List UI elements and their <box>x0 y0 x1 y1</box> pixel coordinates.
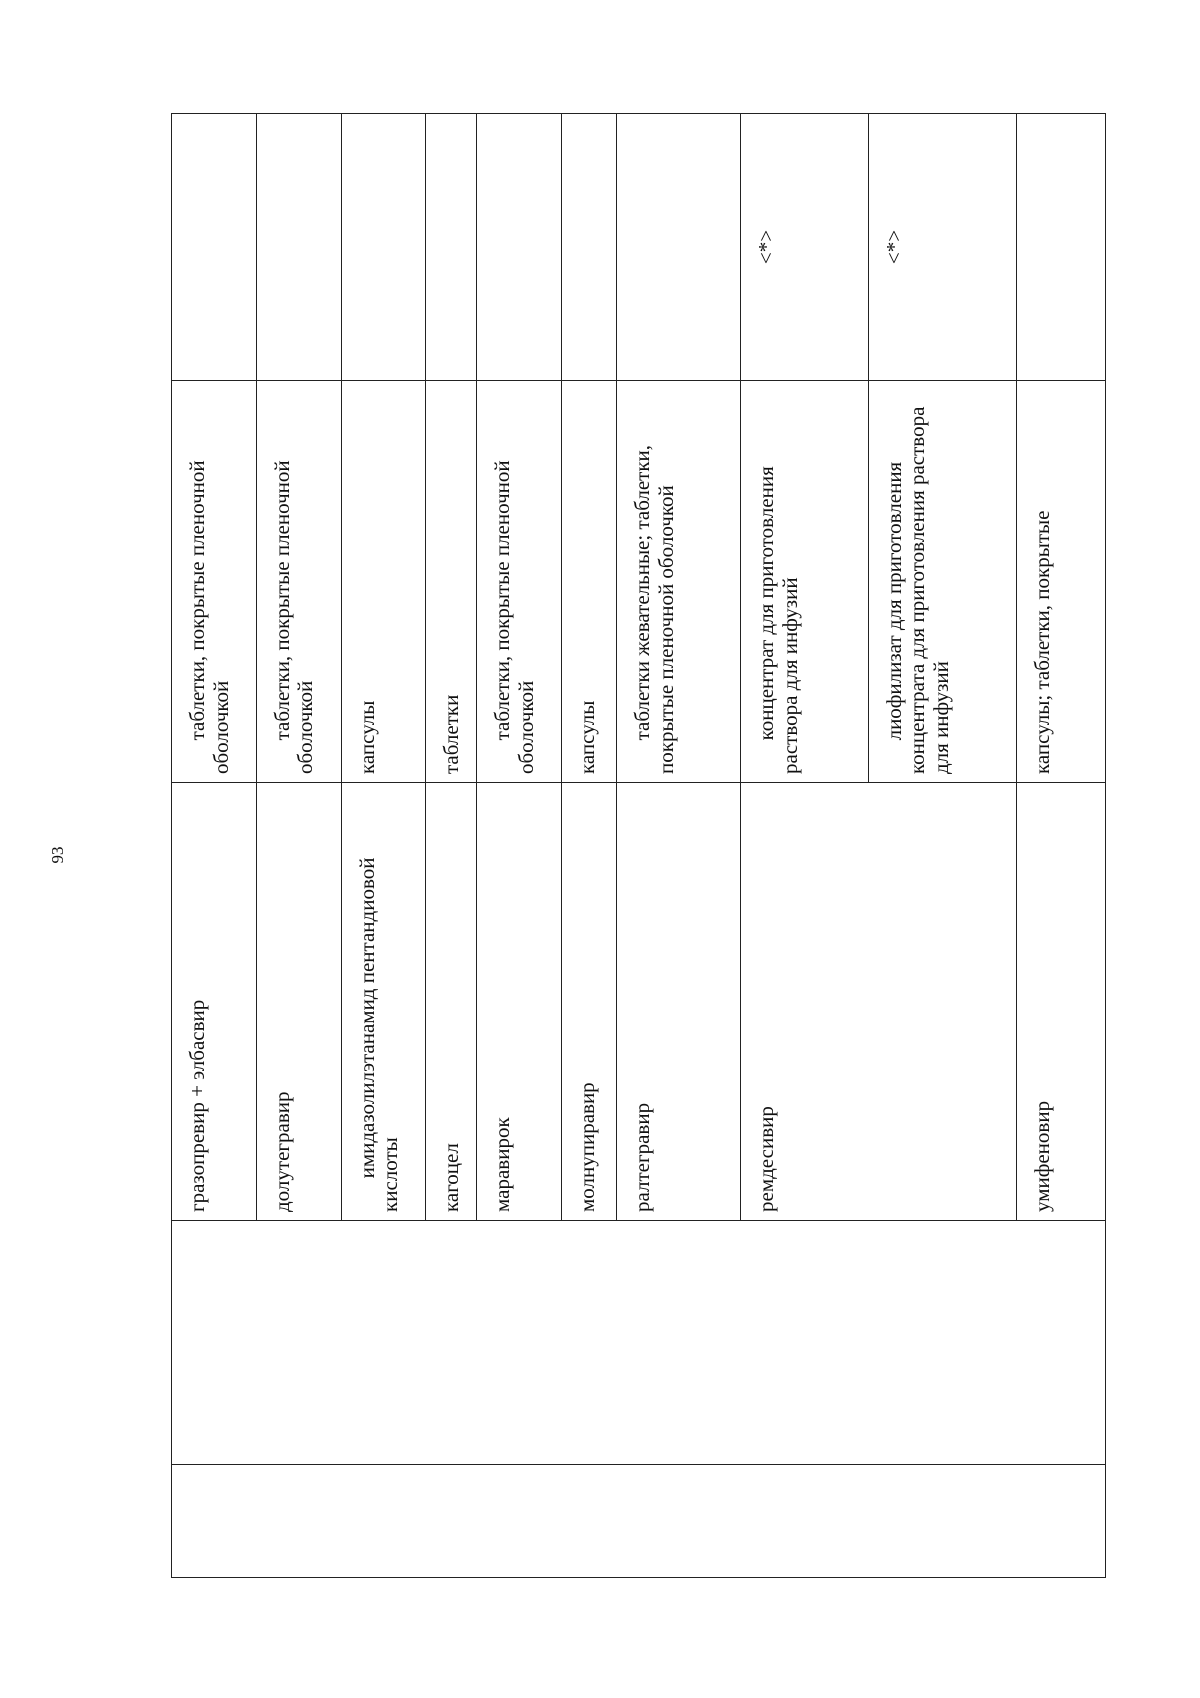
note-cell <box>426 114 477 381</box>
dosage-form-cell <box>868 381 1016 783</box>
dosage-form-cell: таблетки <box>426 381 477 783</box>
note-cell <box>617 114 741 381</box>
drug-name-text: имидазолилэтанамид пентандиовой кислоты <box>354 857 403 1212</box>
drug-name-cell: ралтегравир <box>617 783 741 1221</box>
drug-table <box>171 113 1106 1578</box>
drug-name-cell: умифеновир <box>1016 783 1105 1221</box>
table-row <box>172 114 257 1578</box>
dosage-form-cell <box>172 381 257 783</box>
page-number: 93 <box>48 846 67 864</box>
rotated-table-container <box>171 114 1106 1578</box>
dosage-form-cell: капсулы <box>341 381 426 783</box>
dosage-form-cell: капсулы; таблетки, покрытые <box>1016 381 1105 783</box>
drug-name-cell: кагоцел <box>426 783 477 1221</box>
dosage-form-text: лиофилизат для приготовления концентрата для приготовления раствора для инфузий <box>881 406 953 774</box>
dosage-form-text: таблетки, покрытые пленочной оболочкой <box>185 460 233 774</box>
dosage-form-text: таблетки жевательные; таблетки, покрытые пленочной оболочкой <box>630 444 678 774</box>
dosage-form-cell <box>477 381 562 783</box>
drug-name-cell: ремдесивир <box>741 783 1017 1221</box>
note-cell <box>256 114 341 381</box>
drug-name-cell: гразопревир + элбасвир <box>172 783 257 1221</box>
dosage-form-text: таблетки, покрытые пленочной оболочкой <box>490 460 538 774</box>
atc-code-cell <box>172 1465 1106 1578</box>
note-cell: <*> <box>741 114 868 381</box>
drug-name-cell <box>341 783 426 1221</box>
dosage-form-cell <box>741 381 868 783</box>
note-cell <box>477 114 562 381</box>
drug-name-cell: маравирок <box>477 783 562 1221</box>
note-cell <box>341 114 426 381</box>
dosage-form-cell: капсулы <box>562 381 617 783</box>
note-cell <box>1016 114 1105 381</box>
note-cell <box>172 114 257 381</box>
dosage-form-text: таблетки, покрытые пленочной оболочкой <box>269 460 318 774</box>
group-name-cell <box>172 1221 1106 1465</box>
note-cell: <*> <box>868 114 1016 381</box>
drug-name-cell: молнупиравир <box>562 783 617 1221</box>
dosage-form-text: концентрат для приготовления раствора для инфузий <box>754 466 802 774</box>
note-cell <box>562 114 617 381</box>
dosage-form-cell <box>617 381 741 783</box>
drug-name-cell: долутегравир <box>256 783 341 1221</box>
dosage-form-cell <box>256 381 341 783</box>
